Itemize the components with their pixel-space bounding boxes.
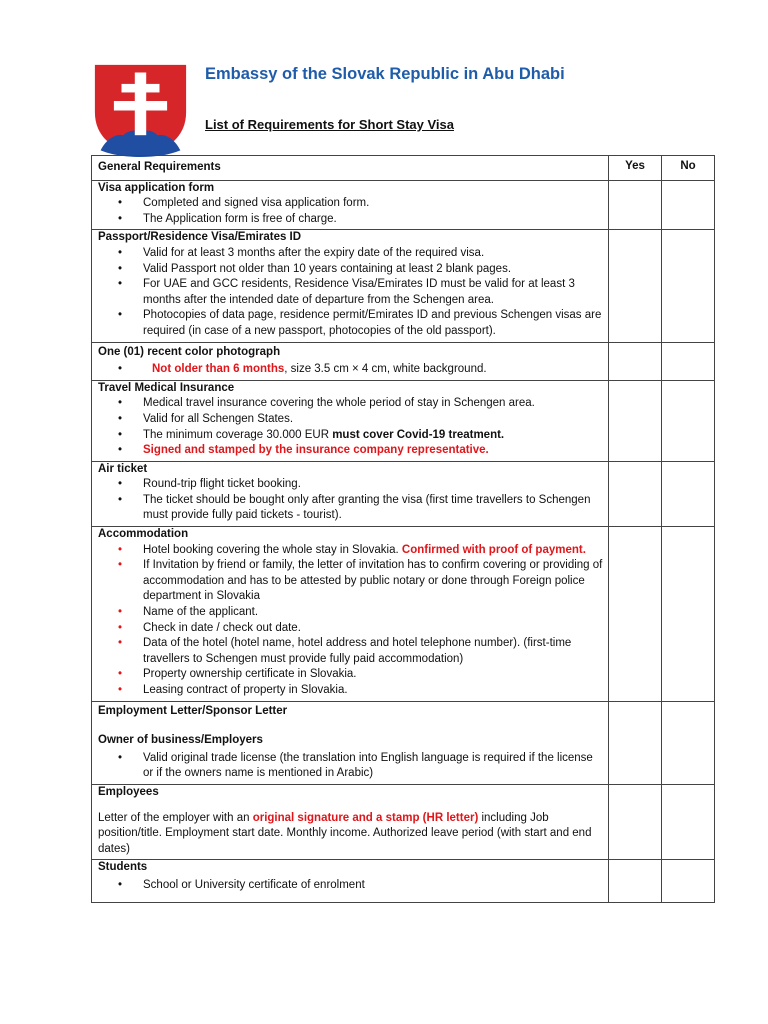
employees-text-pre: Letter of the employer with an (98, 811, 253, 824)
table-row (92, 701, 715, 784)
table-row (92, 784, 715, 859)
list-item: • Name of the applicant. (98, 605, 604, 621)
no-checkbox-cell[interactable] (662, 342, 715, 380)
table-row (92, 230, 715, 342)
employees-text-post: including Job position/title. Employment start date. Monthly income. Authorized leave period (with start and end dates) (98, 811, 592, 855)
general-requirements-heading: General Requirements (92, 156, 609, 181)
list-item: • The ticket should be bought only after granting the visa (first time travellers to Schengen must provide fully paid tickets - tourist). (98, 493, 604, 524)
visa-form-section (92, 180, 609, 230)
no-checkbox-cell[interactable] (662, 784, 715, 859)
yes-checkbox-cell[interactable] (609, 701, 662, 784)
yes-checkbox-cell[interactable] (609, 461, 662, 526)
document-title: List of Requirements for Short Stay Visa (205, 117, 454, 132)
covid-coverage: must cover Covid-19 treatment. (332, 428, 505, 441)
air-ticket-section (92, 461, 609, 526)
list-item: • If Invitation by friend or family, the letter of invitation has to confirm covering or providing of accommodation and has to be attested by public notary or done through Foreign police department in Slovakia (98, 558, 604, 605)
slovak-coat-of-arms-icon (93, 63, 188, 158)
employment-section (92, 701, 609, 784)
table-row (92, 380, 715, 461)
proof-of-payment-note: Confirmed with proof of payment. (401, 543, 586, 556)
students-section (92, 860, 609, 902)
requirements-table (91, 155, 715, 903)
no-checkbox-cell[interactable] (662, 527, 715, 702)
table-header-row (92, 156, 715, 181)
table-row (92, 461, 715, 526)
yes-column-heading: Yes (609, 156, 662, 181)
list-item (98, 443, 604, 459)
table-row (92, 860, 715, 902)
yes-checkbox-cell[interactable] (609, 380, 662, 461)
section-title: Passport/Residence Visa/Emirates ID (98, 231, 302, 244)
section-title: One (01) recent color photograph (98, 345, 281, 358)
yes-checkbox-cell[interactable] (609, 342, 662, 380)
employees-section (92, 784, 609, 859)
table-row (92, 527, 715, 702)
list-item (98, 362, 604, 378)
list-item: • The Application form is free of charge. (98, 212, 604, 228)
no-checkbox-cell[interactable] (662, 461, 715, 526)
list-item: • School or University certificate of enrolment (98, 878, 604, 894)
no-checkbox-cell[interactable] (662, 701, 715, 784)
yes-checkbox-cell[interactable] (609, 860, 662, 902)
list-item: • Photocopies of data page, residence permit/Emirates ID and previous Schengen visas are required (in case of a new passport, photocopies of the old passport). (98, 308, 604, 339)
accommodation-section (92, 527, 609, 702)
no-checkbox-cell[interactable] (662, 380, 715, 461)
list-item: • Medical travel insurance covering the whole period of stay in Schengen area. (98, 396, 604, 412)
list-item: • Valid Passport not older than 10 years containing at least 2 blank pages. (98, 262, 604, 278)
passport-section (92, 230, 609, 342)
section-title: Students (98, 861, 148, 874)
section-title: Visa application form (98, 181, 215, 194)
yes-checkbox-cell[interactable] (609, 230, 662, 342)
list-item (98, 543, 604, 559)
coverage-amount: The minimum coverage 30.000 EUR (143, 428, 333, 441)
insurance-section (92, 380, 609, 461)
insurance-signed-note: Signed and stamped by the insurance company representative. (143, 444, 489, 457)
photo-size-requirement: , size 3.5 cm × 4 cm, white background. (284, 363, 487, 376)
yes-checkbox-cell[interactable] (609, 784, 662, 859)
list-item: • For UAE and GCC residents, Residence Visa/Emirates ID must be valid for at least 3 months after the intended date of departure from the Schengen area. (98, 277, 604, 308)
list-item: • Round-trip flight ticket booking. (98, 477, 604, 493)
yes-checkbox-cell[interactable] (609, 527, 662, 702)
list-item: • Check in date / check out date. (98, 621, 604, 637)
yes-checkbox-cell[interactable] (609, 180, 662, 230)
no-checkbox-cell[interactable] (662, 230, 715, 342)
photo-age-requirement: Not older than 6 months (152, 363, 285, 376)
list-item: • Property ownership certificate in Slovakia. (98, 667, 604, 683)
table-row (92, 342, 715, 380)
no-column-heading: No (662, 156, 715, 181)
list-item (98, 428, 604, 444)
list-item: • Completed and signed visa application form. (98, 196, 604, 212)
hotel-booking-text: Hotel booking covering the whole stay in Slovakia. (143, 543, 402, 556)
list-item: • Valid for all Schengen States. (98, 412, 604, 428)
hr-letter-note: original signature and a stamp (HR letter) (252, 811, 479, 824)
list-item: • Data of the hotel (hotel name, hotel address and hotel telephone number). (first-time travellers to Schengen must provide fully paid accommodation) (98, 636, 604, 667)
section-title: Employment Letter/Sponsor Letter (98, 704, 288, 717)
employees-paragraph (98, 811, 604, 858)
section-title: Travel Medical Insurance (98, 381, 235, 394)
section-title: Air ticket (98, 462, 148, 475)
no-checkbox-cell[interactable] (662, 180, 715, 230)
section-title: Employees (98, 785, 159, 798)
embassy-title: Embassy of the Slovak Republic in Abu Dhabi (205, 65, 565, 83)
no-checkbox-cell[interactable] (662, 860, 715, 902)
list-item: • Valid for at least 3 months after the expiry date of the required visa. (98, 246, 604, 262)
list-item: • Leasing contract of property in Slovakia. (98, 683, 604, 699)
section-subtitle: Owner of business/Employers (98, 734, 263, 747)
table-row (92, 180, 715, 230)
photograph-section (92, 342, 609, 380)
section-title: Accommodation (98, 528, 189, 541)
list-item: • Valid original trade license (the translation into English language is required if the license or if the owners name is mentioned in Arabic) (98, 751, 604, 782)
